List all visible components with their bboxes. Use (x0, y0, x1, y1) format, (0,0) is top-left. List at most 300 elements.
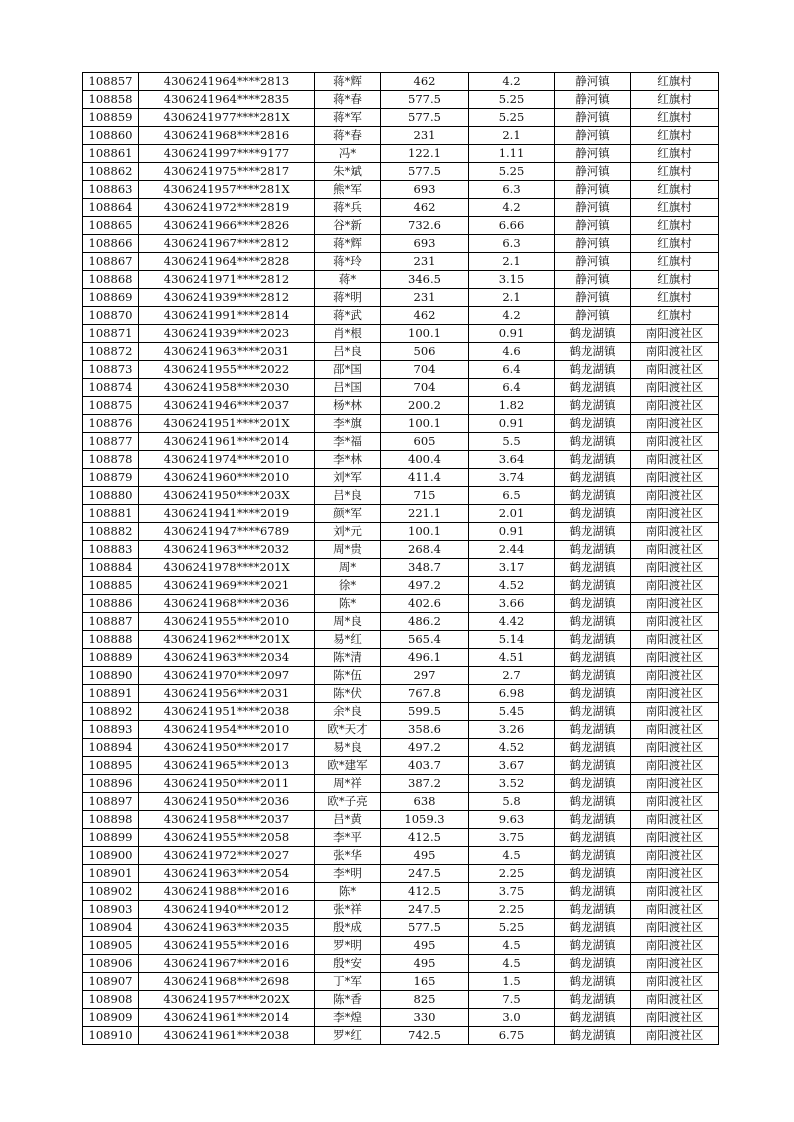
amount-cell: 496.1 (381, 649, 469, 667)
table-row (83, 955, 719, 973)
village-cell: 南阳渡社区 (631, 973, 719, 991)
table-row (83, 1009, 719, 1027)
record-id-cell: 108895 (83, 757, 139, 775)
record-id-cell: 108909 (83, 1009, 139, 1027)
amount-cell: 495 (381, 937, 469, 955)
town-cell: 静河镇 (555, 307, 631, 325)
table-row (83, 919, 719, 937)
record-id-cell: 108858 (83, 91, 139, 109)
quantity-cell: 6.98 (469, 685, 555, 703)
name-cell: 谷*新 (315, 217, 381, 235)
record-id-cell: 108870 (83, 307, 139, 325)
amount-cell: 403.7 (381, 757, 469, 775)
town-cell: 静河镇 (555, 271, 631, 289)
quantity-cell: 3.17 (469, 559, 555, 577)
town-cell: 鹤龙湖镇 (555, 685, 631, 703)
amount-cell: 605 (381, 433, 469, 451)
table-row (83, 199, 719, 217)
id-number-cell: 4306241967****2812 (139, 235, 315, 253)
id-number-cell: 4306241950****2036 (139, 793, 315, 811)
town-cell: 静河镇 (555, 73, 631, 91)
id-number-cell: 4306241940****2012 (139, 901, 315, 919)
table-row (83, 307, 719, 325)
town-cell: 静河镇 (555, 127, 631, 145)
name-cell: 蒋*兵 (315, 199, 381, 217)
name-cell: 罗*红 (315, 1027, 381, 1045)
table-row (83, 127, 719, 145)
quantity-cell: 1.5 (469, 973, 555, 991)
quantity-cell: 3.66 (469, 595, 555, 613)
quantity-cell: 4.5 (469, 937, 555, 955)
town-cell: 鹤龙湖镇 (555, 829, 631, 847)
amount-cell: 231 (381, 127, 469, 145)
village-cell: 南阳渡社区 (631, 505, 719, 523)
village-cell: 南阳渡社区 (631, 775, 719, 793)
id-number-cell: 4306241988****2016 (139, 883, 315, 901)
amount-cell: 638 (381, 793, 469, 811)
village-cell: 南阳渡社区 (631, 649, 719, 667)
quantity-cell: 3.74 (469, 469, 555, 487)
village-cell: 南阳渡社区 (631, 397, 719, 415)
town-cell: 静河镇 (555, 217, 631, 235)
id-number-cell: 4306241950****2017 (139, 739, 315, 757)
id-number-cell: 4306241947****6789 (139, 523, 315, 541)
id-number-cell: 4306241955****2022 (139, 361, 315, 379)
id-number-cell: 4306241950****2011 (139, 775, 315, 793)
quantity-cell: 3.52 (469, 775, 555, 793)
town-cell: 鹤龙湖镇 (555, 451, 631, 469)
amount-cell: 704 (381, 379, 469, 397)
table-row (83, 397, 719, 415)
town-cell: 鹤龙湖镇 (555, 577, 631, 595)
village-cell: 红旗村 (631, 235, 719, 253)
amount-cell: 268.4 (381, 541, 469, 559)
id-number-cell: 4306241991****2814 (139, 307, 315, 325)
record-id-cell: 108879 (83, 469, 139, 487)
village-cell: 南阳渡社区 (631, 541, 719, 559)
quantity-cell: 3.64 (469, 451, 555, 469)
name-cell: 周*祥 (315, 775, 381, 793)
record-id-cell: 108878 (83, 451, 139, 469)
town-cell: 鹤龙湖镇 (555, 631, 631, 649)
town-cell: 鹤龙湖镇 (555, 613, 631, 631)
id-number-cell: 4306241968****2036 (139, 595, 315, 613)
amount-cell: 100.1 (381, 325, 469, 343)
name-cell: 蒋*春 (315, 91, 381, 109)
table-row (83, 703, 719, 721)
village-cell: 南阳渡社区 (631, 739, 719, 757)
quantity-cell: 3.0 (469, 1009, 555, 1027)
quantity-cell: 3.67 (469, 757, 555, 775)
name-cell: 蒋*军 (315, 109, 381, 127)
quantity-cell: 5.5 (469, 433, 555, 451)
id-number-cell: 4306241997****9177 (139, 145, 315, 163)
id-number-cell: 4306241963****2034 (139, 649, 315, 667)
amount-cell: 412.5 (381, 829, 469, 847)
amount-cell: 247.5 (381, 901, 469, 919)
record-id-cell: 108860 (83, 127, 139, 145)
town-cell: 鹤龙湖镇 (555, 649, 631, 667)
village-cell: 南阳渡社区 (631, 577, 719, 595)
record-id-cell: 108901 (83, 865, 139, 883)
table-row (83, 109, 719, 127)
name-cell: 肖*根 (315, 325, 381, 343)
town-cell: 鹤龙湖镇 (555, 955, 631, 973)
id-number-cell: 4306241967****2016 (139, 955, 315, 973)
record-id-cell: 108896 (83, 775, 139, 793)
record-id-cell: 108880 (83, 487, 139, 505)
town-cell: 鹤龙湖镇 (555, 721, 631, 739)
id-number-cell: 4306241954****2010 (139, 721, 315, 739)
village-cell: 红旗村 (631, 109, 719, 127)
name-cell: 易*良 (315, 739, 381, 757)
table-row (83, 883, 719, 901)
name-cell: 蒋*玲 (315, 253, 381, 271)
town-cell: 鹤龙湖镇 (555, 1027, 631, 1045)
record-id-cell: 108859 (83, 109, 139, 127)
village-cell: 南阳渡社区 (631, 991, 719, 1009)
id-number-cell: 4306241970****2097 (139, 667, 315, 685)
record-id-cell: 108857 (83, 73, 139, 91)
town-cell: 鹤龙湖镇 (555, 397, 631, 415)
record-id-cell: 108864 (83, 199, 139, 217)
name-cell: 罗*明 (315, 937, 381, 955)
record-id-cell: 108899 (83, 829, 139, 847)
quantity-cell: 4.52 (469, 739, 555, 757)
record-id-cell: 108900 (83, 847, 139, 865)
id-number-cell: 4306241946****2037 (139, 397, 315, 415)
amount-cell: 1059.3 (381, 811, 469, 829)
record-id-cell: 108881 (83, 505, 139, 523)
amount-cell: 231 (381, 289, 469, 307)
town-cell: 静河镇 (555, 91, 631, 109)
town-cell: 鹤龙湖镇 (555, 865, 631, 883)
table-row (83, 343, 719, 361)
town-cell: 鹤龙湖镇 (555, 937, 631, 955)
record-id-cell: 108892 (83, 703, 139, 721)
quantity-cell: 5.25 (469, 163, 555, 181)
quantity-cell: 6.4 (469, 379, 555, 397)
id-number-cell: 4306241955****2016 (139, 937, 315, 955)
quantity-cell: 5.14 (469, 631, 555, 649)
village-cell: 南阳渡社区 (631, 757, 719, 775)
town-cell: 鹤龙湖镇 (555, 901, 631, 919)
quantity-cell: 1.11 (469, 145, 555, 163)
id-number-cell: 4306241968****2698 (139, 973, 315, 991)
village-cell: 南阳渡社区 (631, 343, 719, 361)
table-row (83, 559, 719, 577)
id-number-cell: 4306241939****2812 (139, 289, 315, 307)
name-cell: 吕*黄 (315, 811, 381, 829)
id-number-cell: 4306241951****2038 (139, 703, 315, 721)
table-row (83, 649, 719, 667)
amount-cell: 100.1 (381, 415, 469, 433)
record-id-cell: 108869 (83, 289, 139, 307)
id-number-cell: 4306241972****2819 (139, 199, 315, 217)
table-row (83, 523, 719, 541)
id-number-cell: 4306241968****2816 (139, 127, 315, 145)
name-cell: 杨*林 (315, 397, 381, 415)
name-cell: 李*煌 (315, 1009, 381, 1027)
quantity-cell: 4.42 (469, 613, 555, 631)
town-cell: 鹤龙湖镇 (555, 919, 631, 937)
record-id-cell: 108905 (83, 937, 139, 955)
amount-cell: 693 (381, 181, 469, 199)
town-cell: 鹤龙湖镇 (555, 883, 631, 901)
record-id-cell: 108868 (83, 271, 139, 289)
town-cell: 鹤龙湖镇 (555, 433, 631, 451)
name-cell: 陈* (315, 595, 381, 613)
quantity-cell: 0.91 (469, 415, 555, 433)
name-cell: 李*旗 (315, 415, 381, 433)
name-cell: 殷*安 (315, 955, 381, 973)
record-id-cell: 108885 (83, 577, 139, 595)
table-row (83, 451, 719, 469)
table-row (83, 541, 719, 559)
amount-cell: 577.5 (381, 109, 469, 127)
town-cell: 鹤龙湖镇 (555, 487, 631, 505)
amount-cell: 346.5 (381, 271, 469, 289)
quantity-cell: 4.2 (469, 199, 555, 217)
amount-cell: 767.8 (381, 685, 469, 703)
record-id-cell: 108883 (83, 541, 139, 559)
village-cell: 南阳渡社区 (631, 379, 719, 397)
town-cell: 鹤龙湖镇 (555, 343, 631, 361)
table-row (83, 793, 719, 811)
name-cell: 陈*伏 (315, 685, 381, 703)
table-row (83, 829, 719, 847)
table-row (83, 811, 719, 829)
quantity-cell: 4.5 (469, 955, 555, 973)
town-cell: 静河镇 (555, 235, 631, 253)
village-cell: 红旗村 (631, 145, 719, 163)
amount-cell: 387.2 (381, 775, 469, 793)
record-id-cell: 108865 (83, 217, 139, 235)
amount-cell: 200.2 (381, 397, 469, 415)
table-row (83, 775, 719, 793)
quantity-cell: 3.15 (469, 271, 555, 289)
quantity-cell: 4.2 (469, 307, 555, 325)
table-row (83, 91, 719, 109)
amount-cell: 486.2 (381, 613, 469, 631)
id-number-cell: 4306241978****201X (139, 559, 315, 577)
quantity-cell: 2.44 (469, 541, 555, 559)
name-cell: 蒋* (315, 271, 381, 289)
table-row (83, 577, 719, 595)
amount-cell: 247.5 (381, 865, 469, 883)
table-row (83, 433, 719, 451)
amount-cell: 599.5 (381, 703, 469, 721)
village-cell: 南阳渡社区 (631, 667, 719, 685)
village-cell: 红旗村 (631, 271, 719, 289)
town-cell: 鹤龙湖镇 (555, 847, 631, 865)
quantity-cell: 2.25 (469, 901, 555, 919)
id-number-cell: 4306241964****2813 (139, 73, 315, 91)
record-id-cell: 108862 (83, 163, 139, 181)
amount-cell: 742.5 (381, 1027, 469, 1045)
village-cell: 南阳渡社区 (631, 937, 719, 955)
id-number-cell: 4306241950****203X (139, 487, 315, 505)
data-table (82, 72, 719, 1045)
village-cell: 南阳渡社区 (631, 685, 719, 703)
town-cell: 鹤龙湖镇 (555, 541, 631, 559)
id-number-cell: 4306241975****2817 (139, 163, 315, 181)
record-id-cell: 108867 (83, 253, 139, 271)
town-cell: 鹤龙湖镇 (555, 973, 631, 991)
name-cell: 朱*斌 (315, 163, 381, 181)
quantity-cell: 2.1 (469, 127, 555, 145)
village-cell: 南阳渡社区 (631, 865, 719, 883)
amount-cell: 715 (381, 487, 469, 505)
id-number-cell: 4306241951****201X (139, 415, 315, 433)
id-number-cell: 4306241962****201X (139, 631, 315, 649)
quantity-cell: 6.4 (469, 361, 555, 379)
record-id-cell: 108871 (83, 325, 139, 343)
id-number-cell: 4306241961****2014 (139, 433, 315, 451)
quantity-cell: 6.66 (469, 217, 555, 235)
village-cell: 红旗村 (631, 253, 719, 271)
amount-cell: 231 (381, 253, 469, 271)
quantity-cell: 2.01 (469, 505, 555, 523)
village-cell: 红旗村 (631, 127, 719, 145)
record-id-cell: 108897 (83, 793, 139, 811)
name-cell: 李*平 (315, 829, 381, 847)
quantity-cell: 6.3 (469, 181, 555, 199)
amount-cell: 122.1 (381, 145, 469, 163)
name-cell: 张*华 (315, 847, 381, 865)
table-row (83, 667, 719, 685)
name-cell: 颜*军 (315, 505, 381, 523)
town-cell: 鹤龙湖镇 (555, 739, 631, 757)
record-id-cell: 108887 (83, 613, 139, 631)
town-cell: 鹤龙湖镇 (555, 757, 631, 775)
town-cell: 鹤龙湖镇 (555, 469, 631, 487)
amount-cell: 495 (381, 847, 469, 865)
village-cell: 南阳渡社区 (631, 1009, 719, 1027)
amount-cell: 100.1 (381, 523, 469, 541)
village-cell: 红旗村 (631, 91, 719, 109)
town-cell: 鹤龙湖镇 (555, 379, 631, 397)
name-cell: 张*祥 (315, 901, 381, 919)
record-id-cell: 108866 (83, 235, 139, 253)
name-cell: 蒋*辉 (315, 235, 381, 253)
town-cell: 鹤龙湖镇 (555, 415, 631, 433)
amount-cell: 221.1 (381, 505, 469, 523)
table-row (83, 469, 719, 487)
town-cell: 鹤龙湖镇 (555, 775, 631, 793)
town-cell: 鹤龙湖镇 (555, 559, 631, 577)
quantity-cell: 2.1 (469, 253, 555, 271)
name-cell: 李*明 (315, 865, 381, 883)
record-id-cell: 108910 (83, 1027, 139, 1045)
town-cell: 静河镇 (555, 253, 631, 271)
table-row (83, 487, 719, 505)
table-row (83, 361, 719, 379)
id-number-cell: 4306241957****281X (139, 181, 315, 199)
amount-cell: 412.5 (381, 883, 469, 901)
name-cell: 吕*良 (315, 343, 381, 361)
quantity-cell: 5.25 (469, 109, 555, 127)
name-cell: 欧*天才 (315, 721, 381, 739)
record-id-cell: 108872 (83, 343, 139, 361)
table-row (83, 235, 719, 253)
table-row (83, 181, 719, 199)
id-number-cell: 4306241960****2010 (139, 469, 315, 487)
name-cell: 欧*建军 (315, 757, 381, 775)
quantity-cell: 3.26 (469, 721, 555, 739)
table-row (83, 685, 719, 703)
village-cell: 红旗村 (631, 181, 719, 199)
id-number-cell: 4306241939****2023 (139, 325, 315, 343)
name-cell: 吕*国 (315, 379, 381, 397)
town-cell: 静河镇 (555, 289, 631, 307)
id-number-cell: 4306241971****2812 (139, 271, 315, 289)
town-cell: 鹤龙湖镇 (555, 505, 631, 523)
name-cell: 周* (315, 559, 381, 577)
table-row (83, 1027, 719, 1045)
record-id-cell: 108906 (83, 955, 139, 973)
record-id-cell: 108889 (83, 649, 139, 667)
village-cell: 南阳渡社区 (631, 361, 719, 379)
quantity-cell: 4.6 (469, 343, 555, 361)
quantity-cell: 6.3 (469, 235, 555, 253)
village-cell: 南阳渡社区 (631, 901, 719, 919)
village-cell: 南阳渡社区 (631, 919, 719, 937)
village-cell: 红旗村 (631, 289, 719, 307)
quantity-cell: 4.5 (469, 847, 555, 865)
village-cell: 红旗村 (631, 307, 719, 325)
record-id-cell: 108902 (83, 883, 139, 901)
table-row (83, 289, 719, 307)
record-id-cell: 108876 (83, 415, 139, 433)
amount-cell: 400.4 (381, 451, 469, 469)
name-cell: 李*福 (315, 433, 381, 451)
village-cell: 南阳渡社区 (631, 883, 719, 901)
record-id-cell: 108891 (83, 685, 139, 703)
village-cell: 红旗村 (631, 217, 719, 235)
amount-cell: 462 (381, 199, 469, 217)
id-number-cell: 4306241941****2019 (139, 505, 315, 523)
amount-cell: 358.6 (381, 721, 469, 739)
town-cell: 静河镇 (555, 199, 631, 217)
village-cell: 红旗村 (631, 163, 719, 181)
record-id-cell: 108874 (83, 379, 139, 397)
quantity-cell: 4.2 (469, 73, 555, 91)
record-id-cell: 108898 (83, 811, 139, 829)
name-cell: 陈* (315, 883, 381, 901)
quantity-cell: 5.25 (469, 91, 555, 109)
village-cell: 南阳渡社区 (631, 613, 719, 631)
name-cell: 蒋*明 (315, 289, 381, 307)
id-number-cell: 4306241963****2031 (139, 343, 315, 361)
table-body (83, 73, 719, 1045)
record-id-cell: 108894 (83, 739, 139, 757)
record-id-cell: 108903 (83, 901, 139, 919)
quantity-cell: 5.25 (469, 919, 555, 937)
quantity-cell: 3.75 (469, 829, 555, 847)
record-id-cell: 108908 (83, 991, 139, 1009)
town-cell: 鹤龙湖镇 (555, 703, 631, 721)
village-cell: 南阳渡社区 (631, 793, 719, 811)
town-cell: 鹤龙湖镇 (555, 991, 631, 1009)
amount-cell: 825 (381, 991, 469, 1009)
amount-cell: 348.7 (381, 559, 469, 577)
village-cell: 南阳渡社区 (631, 559, 719, 577)
id-number-cell: 4306241964****2835 (139, 91, 315, 109)
name-cell: 刘*军 (315, 469, 381, 487)
town-cell: 鹤龙湖镇 (555, 811, 631, 829)
name-cell: 丁*军 (315, 973, 381, 991)
